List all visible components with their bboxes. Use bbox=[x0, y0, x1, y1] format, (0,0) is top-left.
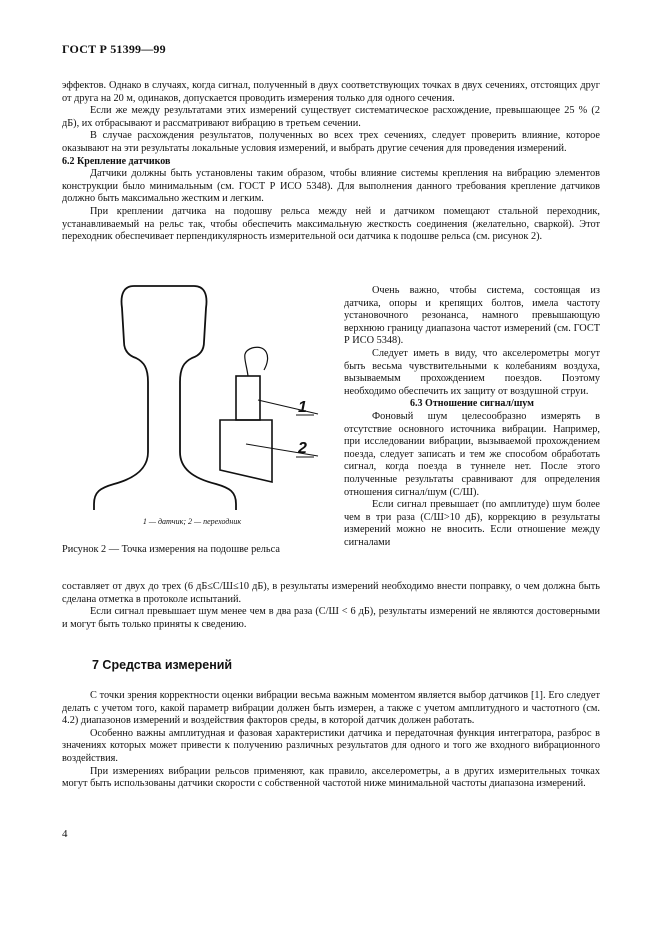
sensor-cable bbox=[245, 347, 268, 376]
continued-text bbox=[62, 581, 600, 631]
figure-caption: Рисунок 2 — Точка измерения на подошве рельса bbox=[62, 544, 280, 555]
label-2: 2 bbox=[298, 440, 307, 457]
paragraph: Датчики должны быть установлены таким образом, чтобы влияние системы крепления на вибрацию элементов конструкции было минимальным (см. ГОСТ Р ИСО 5348). Для выполнения данного требования крепление датчиков должно быть максимально жестким и легким. bbox=[62, 168, 600, 205]
paragraph: Если же между результатами этих измерений существует систематическое расхождение, превышающее 25 % (2 дБ), их отбрасывают и рассматривают вибрацию в третьем сечении. bbox=[62, 105, 600, 129]
paragraph: При измерениях вибрации рельсов применяют, как правило, акселерометры, а в других измерительных точках могут быть использованы датчики скорости с собственной частотой ниже минимальной частоты диапазона измерений. bbox=[62, 765, 600, 790]
page-number: 4 bbox=[62, 828, 68, 840]
intro-text bbox=[62, 80, 600, 244]
section-6-2-title: 6.2 Крепление датчиков bbox=[62, 155, 171, 167]
section-6-3-title: 6.3 Отношение сигнал/шум bbox=[410, 398, 534, 410]
paragraph: Фоновый шум целесообразно измерять в отсутствие основного источника вибрации. Например, при исследовании вибрации, вызываемой прохождением поезда, следует записать и тем же способом обработать сигнал, когда поезда в туннеле нет. После этого полученные результаты сравнивают для определения отношения сигнал/шум (С/Ш). bbox=[344, 410, 600, 498]
rail-figure bbox=[66, 272, 338, 517]
paragraph: Если сигнал превышает (по амплитуде) шум более чем в три раза (С/Ш>10 дБ), коррекцию в результаты измерений можно не вносить. Если отношение между сигналами bbox=[344, 499, 600, 548]
rail-profile bbox=[94, 286, 236, 510]
label-1: 1 bbox=[298, 399, 307, 416]
section-7-text bbox=[62, 690, 600, 791]
adapter-block bbox=[220, 420, 272, 482]
figure-legend: 1 — датчик; 2 — переходник bbox=[142, 517, 242, 526]
sensor-body bbox=[236, 376, 260, 420]
paragraph: В случае расхождения результатов, полученных во всех трех сечениях, следует проверить влияние, которое оказывают на эти результаты локальные условия измерений, и выбрать другие сечения для проведения измерений. bbox=[62, 130, 600, 154]
paragraph: Следует иметь в виду, что акселерометры могут быть весьма чувствительными к колебаниям воздуха, вызываемым прохождением поездов. Поэтому необходимо обеспечить их защиту от воздушной струи. bbox=[344, 347, 600, 397]
leader-line-1 bbox=[258, 400, 318, 414]
right-column bbox=[344, 285, 600, 549]
paragraph: Очень важно, чтобы система, состоящая из датчика, опоры и крепящих болтов, имела частоту установочного резонанса, намного превышающую верхнюю границу диапазона частот измерений (см. ГОСТ Р ИСО 5348). bbox=[344, 285, 600, 347]
paragraph: составляет от двух до трех (6 дБ≤С/Ш≤10 дБ), в результаты измерений необходимо внести поправку, о чем должна быть сделана отметка в протоколе испытаний. bbox=[62, 581, 600, 605]
standard-header: ГОСТ Р 51399—99 bbox=[62, 42, 166, 56]
paragraph: эффектов. Однако в случаях, когда сигнал, полученный в двух соответствующих точках в двух сечениях, отстоящих друг от друга на 20 м, одинаков, допускается проводить измерения только для одного сечения. bbox=[62, 80, 600, 104]
paragraph: Если сигнал превышает шум менее чем в два раза (С/Ш < 6 дБ), результаты измерений не являются достоверными и могут быть только приняты к сведению. bbox=[62, 606, 600, 630]
paragraph: Особенно важны амплитудная и фазовая характеристики датчика и передаточная функция интегратора, разброс в значениях которых может привести к получению различных результатов для одного и того же входного вибрационного воздействия. bbox=[62, 727, 600, 764]
section-7-title: 7 Средства измерений bbox=[92, 658, 233, 672]
leader-line-2 bbox=[246, 444, 318, 456]
paragraph: При креплении датчика на подошву рельса между ней и датчиком помещают стальной переходник, устанавливаемый на рельс так, чтобы обеспечить максимальную жесткость соединения (желательно, сваркой). Этот переходник обеспечивает перпендикулярность измерительной оси датчика к подошве рельса (см. рисунок 2). bbox=[62, 205, 600, 243]
paragraph: С точки зрения корректности оценки вибрации весьма важным моментом является выбор датчиков [1]. Его следует делать с учетом того, какой параметр вибрации должен быть измерен, а также с учетом амплитудного и частотного (см. 4.2) диапазонов измерений и воздействия факторов среды, в которой датчик должен работать. bbox=[62, 690, 600, 727]
